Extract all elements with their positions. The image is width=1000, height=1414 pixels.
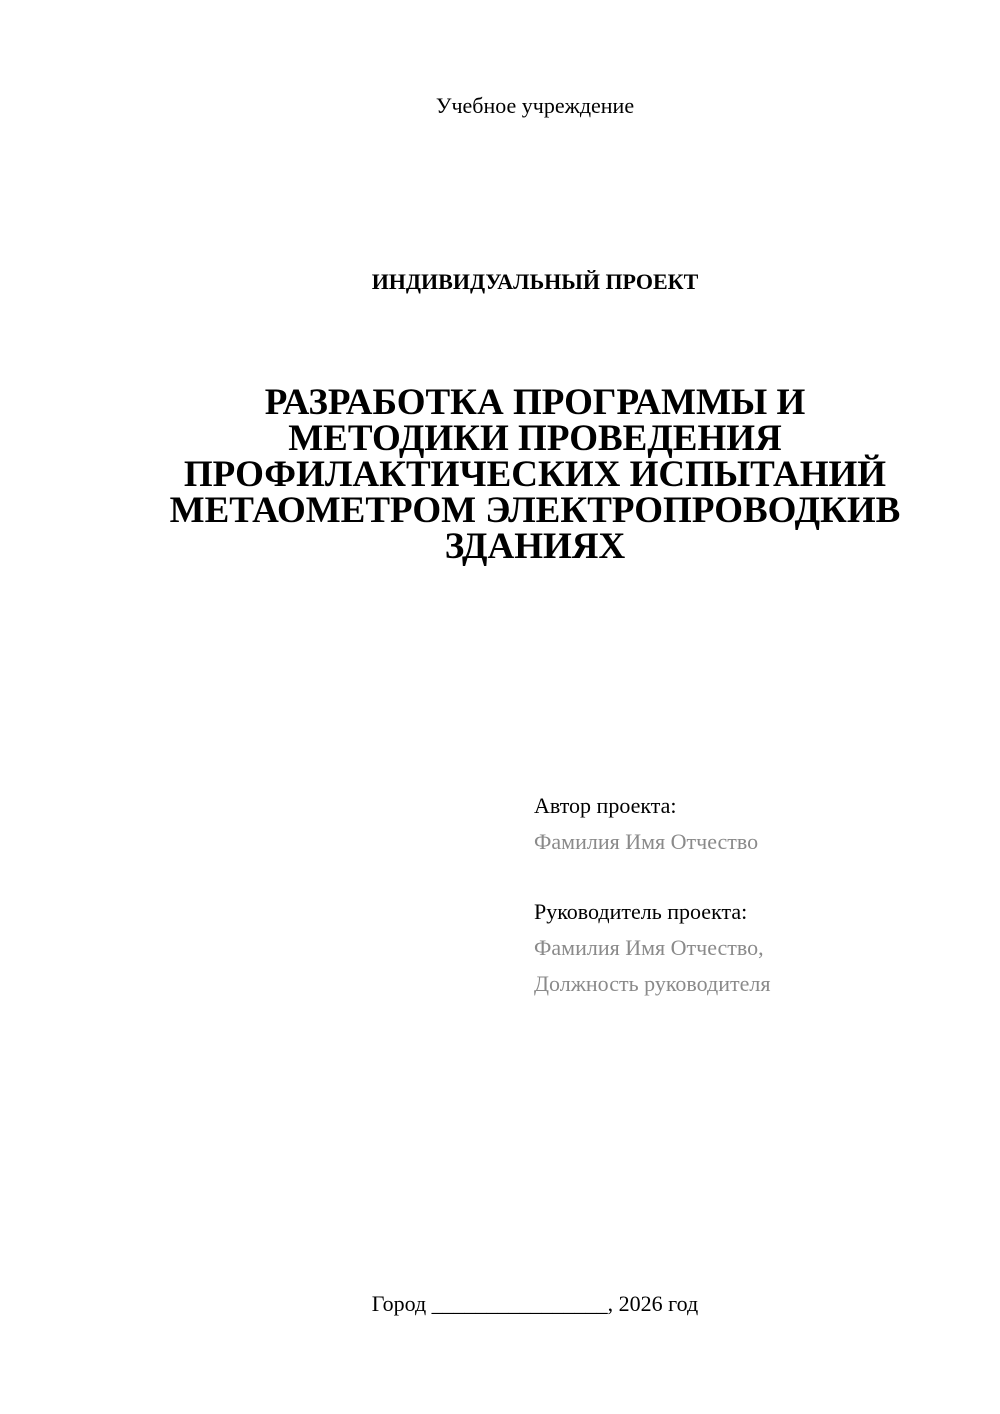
supervisor-name: Фамилия Имя Отчество, (534, 935, 764, 960)
author-name: Фамилия Имя Отчество (534, 829, 759, 854)
project-title (130, 382, 940, 567)
institution-name: Учебное учреждение (435, 93, 635, 118)
project-title-line: РАЗРАБОТКА ПРОГРАММЫ И (264, 382, 806, 423)
supervisor-label: Руководитель проекта: (534, 899, 748, 924)
project-title-line: МЕТОДИКИ ПРОВЕДЕНИЯ (288, 418, 782, 459)
project-type-heading: ИНДИВИДУАЛЬНЫЙ ПРОЕКТ (371, 269, 699, 294)
city-year-footer: Город ________________, 2026 год (371, 1291, 699, 1316)
author-label: Автор проекта: (534, 793, 677, 818)
project-title-line: ПРОФИЛАКТИЧЕСКИХ ИСПЫТАНИЙ (183, 454, 887, 495)
supervisor-position: Должность руководителя (534, 971, 771, 996)
project-title-line: ЗДАНИЯХ (444, 526, 626, 567)
author-info-block (534, 788, 954, 1002)
block-spacer (534, 860, 954, 894)
project-title-line: МЕТАОМЕТРОМ ЭЛЕКТРОПРОВОДКИВ (169, 490, 901, 531)
